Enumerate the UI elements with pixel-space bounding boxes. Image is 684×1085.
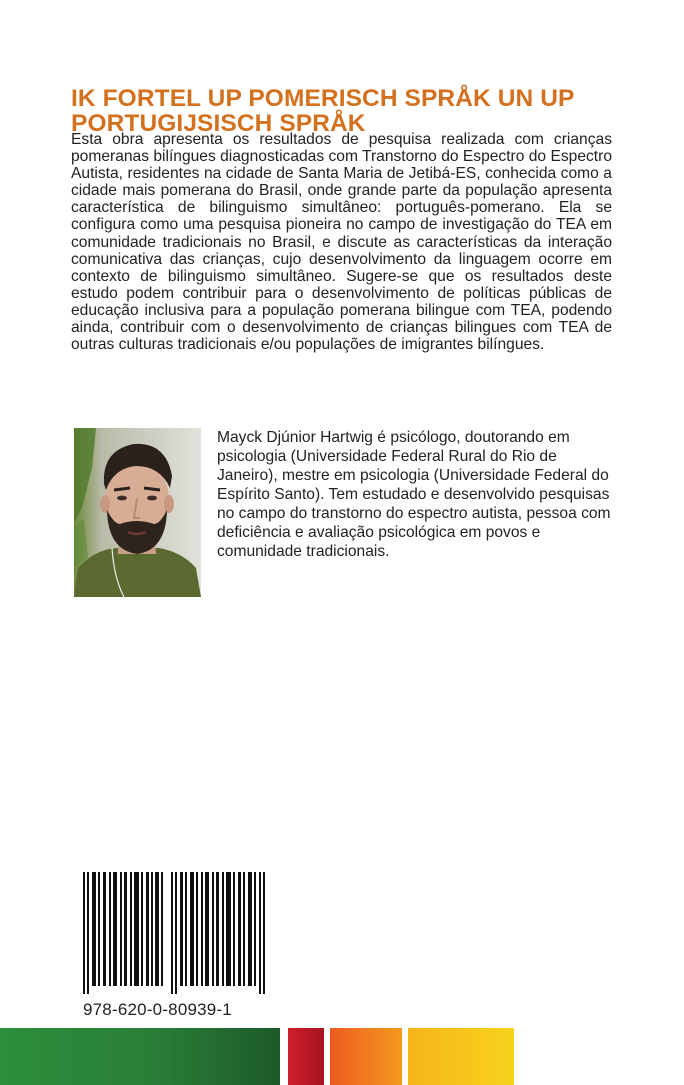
author-bio: Mayck Djúnior Hartwig é psicólogo, doutorando em psicologia (Universidade Federal Rural do Rio de Janeiro), mestre em psicologia (Universidade Federal do Espírito Santo). Tem estudado e desenvolvido pesquisas no campo do transtorno do espectro autista, pessoa com deficiência e avaliação psicológica em povos e comunidade tradicionais.	[217, 429, 611, 560]
isbn-number: 978-620-0-80939-1	[83, 1000, 232, 1019]
barcode	[83, 872, 267, 994]
color-band-green	[0, 1028, 280, 1085]
book-title	[71, 86, 631, 136]
author-portrait-image	[74, 428, 201, 597]
author-photo	[74, 428, 201, 597]
color-band-red	[288, 1028, 324, 1085]
book-summary: Esta obra apresenta os resultados de pesquisa realizada com crianças pomeranas bilíngues diagnosticadas com Transtorno do Espectro do Espectro Autista, residentes na cidade de Santa Maria de Jetibá-ES, conhecida como a cidade mais pomerana do Brasil, onde grande parte da população apresenta característica de bilinguismo simultâneo: português-pomerano. Ela se configura como uma pesquisa pioneira no campo de investigação do TEA em comunidade tradicionais no Brasil, e discute as características da interação comunicativa das crianças, cujo desenvolvimento da linguagem ocorre em contexto de bilinguismo simultâneo. Sugere-se que os resultados deste estudo podem contribuir para o desenvolvimento de políticas públicas de educação inclusiva para a população pomerana bilingue com TEA, podendo ainda, contribuir com o desenvolvimento de crianças bilingues com TEA de outras culturas tradicionais e/ou populações de imigrantes bilíngues.	[71, 131, 612, 354]
color-band-orange	[330, 1028, 402, 1085]
book-title-line-1: IK FORTEL UP POMERISCH SPRÅK UN UP	[71, 85, 575, 113]
book-title-line-2: PORTUGIJSISCH SPRÅK	[71, 110, 366, 138]
color-band-yellow	[408, 1028, 514, 1085]
